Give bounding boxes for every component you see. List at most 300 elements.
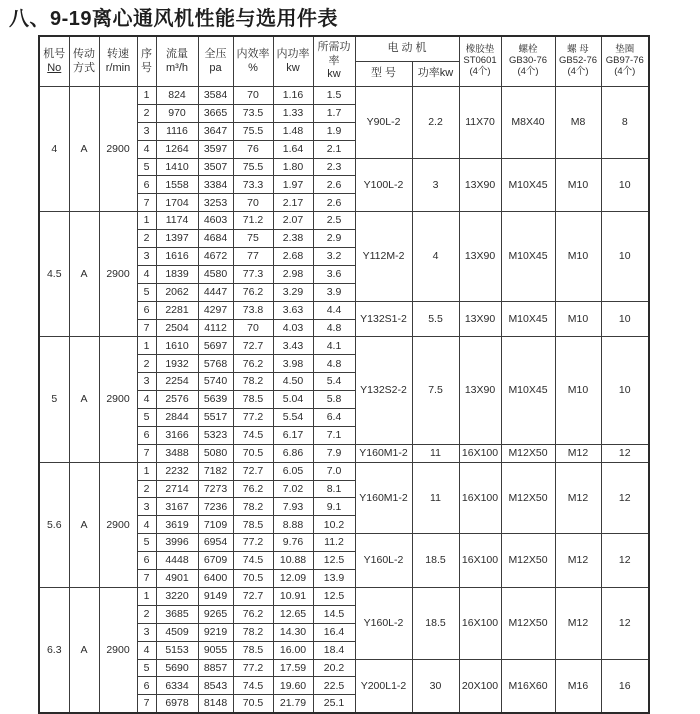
internal-power-cell: 2.07 [273,212,313,230]
efficiency-cell: 75.5 [233,158,273,176]
efficiency-cell: 72.7 [233,587,273,605]
required-power-cell: 1.5 [313,87,355,105]
efficiency-cell: 71.2 [233,212,273,230]
internal-power-cell: 1.33 [273,104,313,122]
seq-cell: 7 [137,695,156,713]
motor-model-cell: Y200L1-2 [355,659,412,713]
drive-cell: A [69,337,99,462]
efficiency-cell: 74.5 [233,426,273,444]
required-power-cell: 1.7 [313,104,355,122]
seq-cell: 6 [137,301,156,319]
header-label: 螺 母 [567,44,589,56]
pressure-cell: 3507 [198,158,233,176]
bolt-cell: M16X60 [501,659,555,713]
washer-cell: 10 [601,301,649,337]
flow-cell: 1610 [156,337,198,355]
motor-model-cell: Y160L-2 [355,534,412,588]
flow-cell: 1839 [156,265,198,283]
col-header-seq [137,36,156,87]
internal-power-cell: 3.63 [273,301,313,319]
flow-cell: 6978 [156,695,198,713]
motor-model-cell: Y100L-2 [355,158,412,212]
flow-cell: 2844 [156,409,198,427]
header-label: 方式 [73,61,95,74]
seq-cell: 6 [137,426,156,444]
required-power-cell: 13.9 [313,570,355,588]
efficiency-cell: 73.3 [233,176,273,194]
header-label: ST0601 [463,55,497,67]
pressure-cell: 4447 [198,283,233,301]
efficiency-cell: 74.5 [233,552,273,570]
nut-cell: M12 [555,462,601,534]
flow-cell: 1116 [156,122,198,140]
pressure-cell: 4297 [198,301,233,319]
required-power-cell: 3.6 [313,265,355,283]
efficiency-cell: 72.7 [233,337,273,355]
required-power-cell: 2.9 [313,230,355,248]
internal-power-cell: 19.60 [273,677,313,695]
seq-cell: 7 [137,570,156,588]
table-body [39,87,649,714]
required-power-cell: 20.2 [313,659,355,677]
efficiency-cell: 70 [233,194,273,212]
internal-power-cell: 1.16 [273,87,313,105]
washer-cell: 10 [601,158,649,212]
required-power-cell: 7.1 [313,426,355,444]
required-power-cell: 3.2 [313,248,355,266]
nut-cell: M10 [555,158,601,212]
flow-cell: 1174 [156,212,198,230]
required-power-cell: 2.6 [313,176,355,194]
col-header-speed [99,36,137,87]
header-label: 转速 [107,47,129,60]
pressure-cell: 8148 [198,695,233,713]
bolt-cell: M10X45 [501,212,555,301]
pressure-cell: 5740 [198,373,233,391]
required-power-cell: 22.5 [313,677,355,695]
header-label: 内效率 [236,47,270,60]
header-label: kw [327,68,341,81]
header-label: No [47,61,62,74]
pressure-cell: 9219 [198,623,233,641]
speed-cell: 2900 [99,212,137,337]
flow-cell: 3167 [156,498,198,516]
pressure-cell: 3647 [198,122,233,140]
pressure-cell: 7109 [198,516,233,534]
flow-cell: 3685 [156,605,198,623]
flow-cell: 5690 [156,659,198,677]
pressure-cell: 8543 [198,677,233,695]
seq-cell: 4 [137,391,156,409]
required-power-cell: 4.8 [313,319,355,337]
motor-power-cell: 11 [412,462,459,534]
seq-cell: 5 [137,534,156,552]
pressure-cell: 4684 [198,230,233,248]
rubber-pad-cell: 13X90 [459,337,501,444]
pressure-cell: 5697 [198,337,233,355]
internal-power-cell: 7.93 [273,498,313,516]
seq-cell: 1 [137,337,156,355]
internal-power-cell: 5.54 [273,409,313,427]
efficiency-cell: 74.5 [233,677,273,695]
flow-cell: 2281 [156,301,198,319]
required-power-cell: 1.9 [313,122,355,140]
nut-cell: M16 [555,659,601,713]
col-header-flow [156,36,198,87]
required-power-cell: 4.1 [313,337,355,355]
pressure-cell: 5517 [198,409,233,427]
efficiency-cell: 78.5 [233,516,273,534]
pressure-cell: 4580 [198,265,233,283]
seq-cell: 7 [137,319,156,337]
internal-power-cell: 12.09 [273,570,313,588]
pressure-cell: 3584 [198,87,233,105]
drive-cell: A [69,212,99,337]
flow-cell: 3619 [156,516,198,534]
seq-cell: 1 [137,87,156,105]
internal-power-cell: 2.98 [273,265,313,283]
table-row [39,587,649,605]
header-label: pa [209,61,222,74]
header-label: GB97-76 [605,55,644,67]
drive-cell: A [69,587,99,713]
efficiency-cell: 75.5 [233,122,273,140]
efficiency-cell: 76 [233,140,273,158]
pressure-cell: 3253 [198,194,233,212]
required-power-cell: 12.5 [313,587,355,605]
internal-power-cell: 1.48 [273,122,313,140]
required-power-cell: 16.4 [313,623,355,641]
efficiency-cell: 75 [233,230,273,248]
pressure-cell: 4603 [198,212,233,230]
bolt-cell: M10X45 [501,301,555,337]
rubber-pad-cell: 16X100 [459,534,501,588]
motor-model-cell: Y132S1-2 [355,301,412,337]
speed-cell: 2900 [99,587,137,713]
pressure-cell: 6709 [198,552,233,570]
washer-cell: 12 [601,462,649,534]
required-power-cell: 25.1 [313,695,355,713]
machine-no-cell: 6.3 [39,587,69,713]
nut-cell: M10 [555,337,601,444]
page-title: 八、9-19离心通风机性能与选用件表 [9,8,339,30]
flow-cell: 1616 [156,248,198,266]
nut-cell: M10 [555,212,601,301]
internal-power-cell: 21.79 [273,695,313,713]
motor-power-cell: 30 [412,659,459,713]
efficiency-cell: 70 [233,319,273,337]
speed-cell: 2900 [99,462,137,587]
required-power-cell: 3.9 [313,283,355,301]
seq-cell: 2 [137,480,156,498]
drive-cell: A [69,462,99,587]
pressure-cell: 7273 [198,480,233,498]
table-row [39,212,649,230]
flow-cell: 1410 [156,158,198,176]
washer-cell: 12 [601,444,649,462]
seq-cell: 6 [137,677,156,695]
seq-cell: 1 [137,212,156,230]
header-label: 垫圈 [615,44,635,56]
motor-power-cell: 11 [412,444,459,462]
flow-cell: 5153 [156,641,198,659]
pressure-cell: 9055 [198,641,233,659]
motor-model-cell: Y160M1-2 [355,462,412,534]
washer-cell: 8 [601,87,649,159]
rubber-pad-cell: 16X100 [459,444,501,462]
rubber-pad-cell: 20X100 [459,659,501,713]
col-header-rubber-pad [459,36,501,87]
seq-cell: 5 [137,659,156,677]
washer-cell: 12 [601,534,649,588]
efficiency-cell: 77 [233,248,273,266]
seq-cell: 4 [137,516,156,534]
efficiency-cell: 70.5 [233,444,273,462]
col-header-drive [69,36,99,87]
motor-model-cell: Y160L-2 [355,587,412,659]
header-label: GB30-76 [508,55,548,67]
efficiency-cell: 78.2 [233,373,273,391]
speed-cell: 2900 [99,87,137,212]
header-label: r/min [105,61,131,74]
col-header-washer [601,36,649,87]
motor-model-cell: Y90L-2 [355,87,412,159]
header-label: 所需功率 [317,40,351,67]
seq-cell: 7 [137,444,156,462]
seq-cell: 3 [137,248,156,266]
header-label: (4个) [517,65,539,77]
internal-power-cell: 10.88 [273,552,313,570]
internal-power-cell: 3.43 [273,337,313,355]
flow-cell: 2714 [156,480,198,498]
bolt-cell: M12X50 [501,444,555,462]
efficiency-cell: 76.2 [233,605,273,623]
internal-power-cell: 16.00 [273,641,313,659]
header-row-1 [39,36,649,62]
required-power-cell: 2.3 [313,158,355,176]
internal-power-cell: 2.17 [273,194,313,212]
bolt-cell: M10X45 [501,158,555,212]
efficiency-cell: 78.2 [233,623,273,641]
seq-cell: 3 [137,122,156,140]
pressure-cell: 5323 [198,426,233,444]
pressure-cell: 6400 [198,570,233,588]
pressure-cell: 4672 [198,248,233,266]
col-header-motor-power: 功率kw [412,62,459,87]
header-label: 橡胶垫 [465,44,495,56]
flow-cell: 2232 [156,462,198,480]
flow-cell: 970 [156,104,198,122]
internal-power-cell: 4.50 [273,373,313,391]
internal-power-cell: 5.04 [273,391,313,409]
pressure-cell: 6954 [198,534,233,552]
rubber-pad-cell: 16X100 [459,587,501,659]
efficiency-cell: 77.2 [233,534,273,552]
motor-power-cell: 5.5 [412,301,459,337]
internal-power-cell: 6.86 [273,444,313,462]
header-label: 螺栓 [518,44,538,56]
nut-cell: M12 [555,587,601,659]
header-label: m³/h [166,61,188,74]
efficiency-cell: 70 [233,87,273,105]
seq-cell: 6 [137,176,156,194]
flow-cell: 1704 [156,194,198,212]
pressure-cell: 8857 [198,659,233,677]
motor-model-cell: Y112M-2 [355,212,412,301]
col-header-nut [555,36,601,87]
required-power-cell: 5.8 [313,391,355,409]
efficiency-cell: 78.5 [233,641,273,659]
pressure-cell: 7182 [198,462,233,480]
pressure-cell: 9265 [198,605,233,623]
flow-cell: 3996 [156,534,198,552]
motor-power-cell: 18.5 [412,534,459,588]
flow-cell: 4901 [156,570,198,588]
flow-cell: 2576 [156,391,198,409]
internal-power-cell: 3.29 [273,283,313,301]
pressure-cell: 4112 [198,319,233,337]
flow-cell: 1397 [156,230,198,248]
flow-cell: 1932 [156,355,198,373]
flow-cell: 4448 [156,552,198,570]
internal-power-cell: 8.88 [273,516,313,534]
header-label: 机号 [43,47,66,60]
washer-cell: 10 [601,337,649,444]
flow-cell: 1264 [156,140,198,158]
header-label: 序 [141,47,152,60]
internal-power-cell: 12.65 [273,605,313,623]
table-row [39,462,649,480]
required-power-cell: 7.9 [313,444,355,462]
header-label: 全压 [204,47,227,60]
pressure-cell: 3384 [198,176,233,194]
bolt-cell: M12X50 [501,462,555,534]
internal-power-cell: 17.59 [273,659,313,677]
rubber-pad-cell: 13X90 [459,301,501,337]
drive-cell: A [69,87,99,212]
col-header-internal-power [273,36,313,87]
efficiency-cell: 76.2 [233,355,273,373]
efficiency-cell: 78.2 [233,498,273,516]
nut-cell: M12 [555,444,601,462]
rubber-pad-cell: 16X100 [459,462,501,534]
internal-power-cell: 6.17 [273,426,313,444]
required-power-cell: 4.8 [313,355,355,373]
required-power-cell: 8.1 [313,480,355,498]
motor-power-cell: 4 [412,212,459,301]
pressure-cell: 3665 [198,104,233,122]
efficiency-cell: 76.2 [233,480,273,498]
required-power-cell: 18.4 [313,641,355,659]
header-label: % [248,61,258,74]
col-header-motor: 电 动 机 [355,36,459,62]
seq-cell: 4 [137,641,156,659]
required-power-cell: 5.4 [313,373,355,391]
internal-power-cell: 4.03 [273,319,313,337]
seq-cell: 1 [137,587,156,605]
nut-cell: M8 [555,87,601,159]
flow-cell: 3166 [156,426,198,444]
col-header-bolt [501,36,555,87]
efficiency-cell: 72.7 [233,462,273,480]
motor-power-cell: 3 [412,158,459,212]
required-power-cell: 6.4 [313,409,355,427]
internal-power-cell: 10.91 [273,587,313,605]
col-header-efficiency [233,36,273,87]
seq-cell: 6 [137,552,156,570]
machine-no-cell: 5.6 [39,462,69,587]
internal-power-cell: 1.80 [273,158,313,176]
header-label: (4个) [567,65,589,77]
seq-cell: 2 [137,605,156,623]
efficiency-cell: 78.5 [233,391,273,409]
header-label: (4个) [614,65,636,77]
col-header-machine-no [39,36,69,87]
bolt-cell: M10X45 [501,337,555,444]
required-power-cell: 12.5 [313,552,355,570]
fan-performance-table [38,35,650,714]
flow-cell: 4509 [156,623,198,641]
seq-cell: 1 [137,462,156,480]
rubber-pad-cell: 13X90 [459,158,501,212]
seq-cell: 2 [137,355,156,373]
header-label: (4个) [469,65,491,77]
internal-power-cell: 6.05 [273,462,313,480]
nut-cell: M12 [555,534,601,588]
seq-cell: 5 [137,409,156,427]
motor-power-cell: 7.5 [412,337,459,444]
required-power-cell: 2.5 [313,212,355,230]
flow-cell: 2062 [156,283,198,301]
motor-model-cell: Y160M1-2 [355,444,412,462]
internal-power-cell: 7.02 [273,480,313,498]
motor-power-cell: 2.2 [412,87,459,159]
machine-no-cell: 4.5 [39,212,69,337]
required-power-cell: 2.6 [313,194,355,212]
flow-cell: 2504 [156,319,198,337]
seq-cell: 4 [137,265,156,283]
table-header [39,36,649,87]
bolt-cell: M12X50 [501,587,555,659]
motor-model-cell: Y132S2-2 [355,337,412,444]
flow-cell: 824 [156,87,198,105]
rubber-pad-cell: 11X70 [459,87,501,159]
speed-cell: 2900 [99,337,137,462]
col-header-pressure [198,36,233,87]
required-power-cell: 7.0 [313,462,355,480]
efficiency-cell: 77.2 [233,409,273,427]
washer-cell: 16 [601,659,649,713]
internal-power-cell: 2.38 [273,230,313,248]
required-power-cell: 2.1 [313,140,355,158]
efficiency-cell: 77.2 [233,659,273,677]
internal-power-cell: 14.30 [273,623,313,641]
efficiency-cell: 70.5 [233,695,273,713]
internal-power-cell: 2.68 [273,248,313,266]
header-label: kw [286,61,300,74]
flow-cell: 6334 [156,677,198,695]
required-power-cell: 10.2 [313,516,355,534]
col-header-required-power [313,36,355,87]
rubber-pad-cell: 13X90 [459,212,501,301]
seq-cell: 2 [137,230,156,248]
washer-cell: 10 [601,212,649,301]
efficiency-cell: 73.8 [233,301,273,319]
required-power-cell: 14.5 [313,605,355,623]
col-header-motor-model: 型 号 [355,62,412,87]
bolt-cell: M8X40 [501,87,555,159]
machine-no-cell: 4 [39,87,69,212]
